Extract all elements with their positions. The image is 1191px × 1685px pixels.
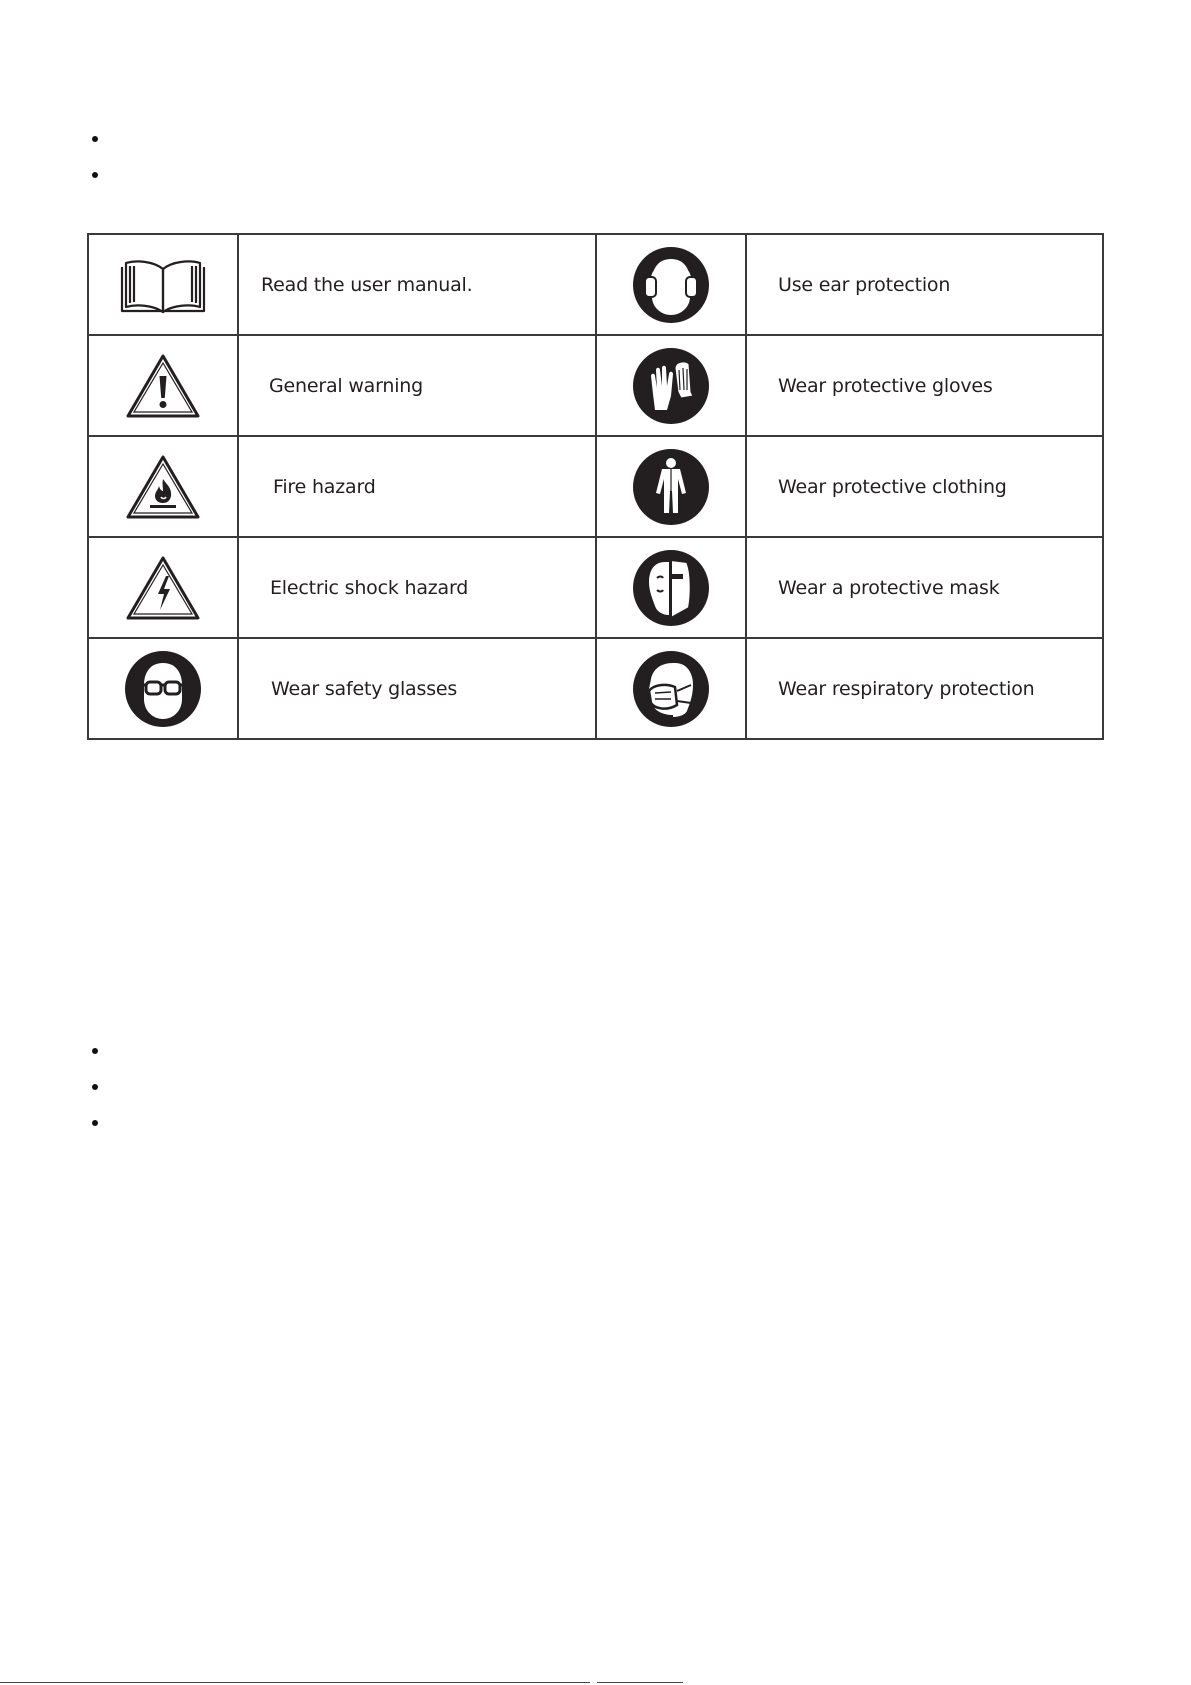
bullet-marker — [92, 1048, 98, 1054]
symbol-label-cell — [746, 436, 1103, 537]
safety-glasses-icon — [123, 649, 203, 729]
warning-triangle-icon — [125, 352, 201, 420]
symbol-label: Read the user manual. — [261, 273, 473, 296]
symbol-label-cell — [746, 234, 1103, 335]
symbol-label-cell — [746, 537, 1103, 638]
gloves-icon — [631, 346, 711, 426]
symbol-label-cell — [746, 638, 1103, 739]
safety-symbols-table — [87, 233, 1104, 740]
symbol-icon-cell — [88, 436, 238, 537]
table-row — [88, 234, 1103, 335]
symbol-icon-cell — [88, 335, 238, 436]
book-icon — [120, 255, 206, 315]
bullet-marker — [92, 136, 98, 142]
symbol-label: General warning — [269, 374, 424, 397]
symbol-icon-cell — [88, 537, 238, 638]
table-row — [88, 335, 1103, 436]
respirator-icon — [631, 649, 711, 729]
symbol-icon-cell — [596, 638, 746, 739]
symbol-label-cell — [746, 335, 1103, 436]
symbol-label-cell — [238, 436, 596, 537]
footer-divider — [0, 1682, 590, 1683]
symbol-label: Wear protective clothing — [778, 475, 1007, 498]
bullet-marker — [92, 1084, 98, 1090]
symbol-label-cell — [238, 335, 596, 436]
electric-shock-icon — [125, 554, 201, 622]
bullet-marker — [92, 172, 98, 178]
face-mask-icon — [631, 548, 711, 628]
symbol-label: Wear safety glasses — [271, 677, 458, 700]
symbol-icon-cell — [88, 638, 238, 739]
symbol-label-cell — [238, 638, 596, 739]
symbol-icon-cell — [596, 537, 746, 638]
fire-hazard-icon — [125, 453, 201, 521]
symbol-label: Wear a protective mask — [778, 576, 1000, 599]
table-row — [88, 436, 1103, 537]
protective-clothing-icon — [631, 447, 711, 527]
symbol-icon-cell — [596, 436, 746, 537]
symbol-label: Use ear protection — [778, 273, 951, 296]
symbol-label: Wear protective gloves — [778, 374, 993, 397]
symbol-label-cell — [238, 234, 596, 335]
table-row — [88, 638, 1103, 739]
ear-protection-icon — [631, 245, 711, 325]
bullet-marker — [92, 1120, 98, 1126]
symbol-label: Electric shock hazard — [270, 576, 469, 599]
symbol-label: Fire hazard — [273, 475, 376, 498]
symbol-icon-cell — [88, 234, 238, 335]
table-row — [88, 537, 1103, 638]
symbol-icon-cell — [596, 335, 746, 436]
symbol-label-cell — [238, 537, 596, 638]
symbol-icon-cell — [596, 234, 746, 335]
footer-divider — [597, 1682, 683, 1683]
symbol-label: Wear respiratory protection — [778, 677, 1035, 700]
